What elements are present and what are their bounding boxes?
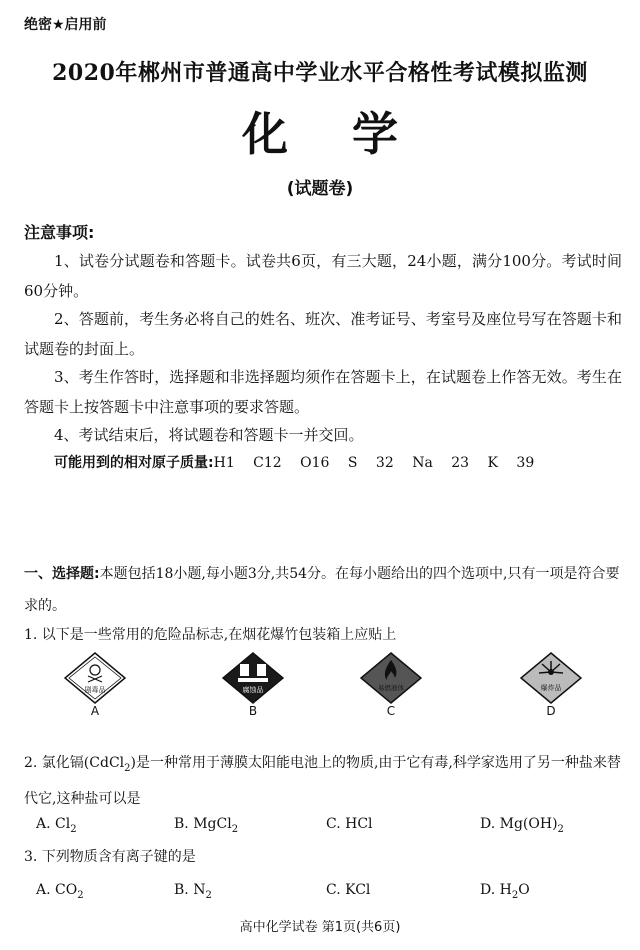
confidential-mark: 绝密★启用前 — [24, 17, 107, 33]
q2-option-d: D. $Mg(OH)_2$ — [480, 816, 564, 835]
hazard-sign-d — [520, 652, 582, 718]
sign-letter: B — [248, 704, 258, 718]
notice-item: 4、考试结束后，将试题卷和答题卡一并交回。 — [54, 426, 364, 444]
q3-option-c: C. KCl — [326, 882, 371, 898]
q2-option-a: A. $Cl_2$ — [36, 816, 77, 835]
q3-option-d: D. $H_2O$ — [480, 882, 530, 901]
section-label: 一、选择题: — [24, 566, 100, 582]
flame-icon — [360, 652, 422, 704]
subject-title: 化学 — [242, 107, 462, 161]
notice-heading: 注意事项: — [24, 223, 95, 242]
q2-option-c: C. HCl — [326, 816, 373, 832]
notice-item: 3、考生作答时，选择题和非选择题均须作在答题卡上，在试题卷上作答无效。考生在答题卡上按答题卡中注意事项的要求答题。 — [24, 368, 622, 416]
svg-text:剧毒品: 剧毒品 — [84, 686, 106, 694]
q2-option-b: B. MgCl$_2$ — [174, 816, 239, 835]
question-3-stem: 3. 下列物质含有离子键的是 — [24, 849, 196, 865]
sign-letter: D — [546, 704, 556, 718]
sign-letter: A — [90, 704, 100, 718]
question-2-stem: 2. 氯化镉(CdCl$_2$)是一种常用于薄膜太阳能电池上的物质,由于它有毒,科学家选用了另一种盐来替代它,这种盐可以是 — [24, 755, 621, 807]
section-instructions: 本题包括18小题,每小题3分,共54分。在每小题给出的四个选项中,只有一项是符合要求的。 — [24, 566, 620, 614]
notice-item: 2、答题前，考生务必将自己的姓名、班次、准考证号、考室号及座位号写在答题卡和试题卷的封面上。 — [24, 310, 622, 358]
hazard-sign-b — [222, 652, 284, 718]
svg-text:易燃液体: 易燃液体 — [378, 684, 404, 692]
question-1-stem: 1. 以下是一些常用的危险品标志,在烟花爆竹包装箱上应贴上 — [24, 627, 397, 643]
hazard-signs — [64, 652, 604, 718]
exam-title: 2020年郴州市普通高中学业水平合格性考试模拟监测 — [52, 60, 588, 86]
atomic-masses — [54, 452, 534, 472]
notice-item: 1、试卷分试题卷和答题卡。试卷共6页，有三大题，24小题，满分100分。考试时间60分钟。 — [24, 252, 622, 300]
svg-text:腐蚀品: 腐蚀品 — [242, 686, 264, 694]
q3-option-b: B. $N_2$ — [174, 882, 212, 901]
hazard-sign-a — [64, 652, 126, 718]
hazard-sign-c — [360, 652, 422, 718]
skull-icon — [64, 652, 126, 704]
corrosion-icon — [222, 652, 284, 704]
sign-letter: C — [386, 704, 396, 718]
atomic-values: H1 C12 O16 S 32 Na 23 K 39 — [213, 455, 535, 471]
section-one-heading — [24, 558, 622, 622]
q3-option-a: A. $CO_2$ — [36, 882, 84, 901]
paper-type: (试题卷) — [286, 179, 354, 199]
page-footer: 高中化学试卷 第1页(共6页) — [239, 920, 401, 935]
svg-text:爆炸品: 爆炸品 — [540, 684, 562, 692]
explosion-icon — [520, 652, 582, 704]
atomic-label: 可能用到的相对原子质量: — [54, 455, 214, 471]
